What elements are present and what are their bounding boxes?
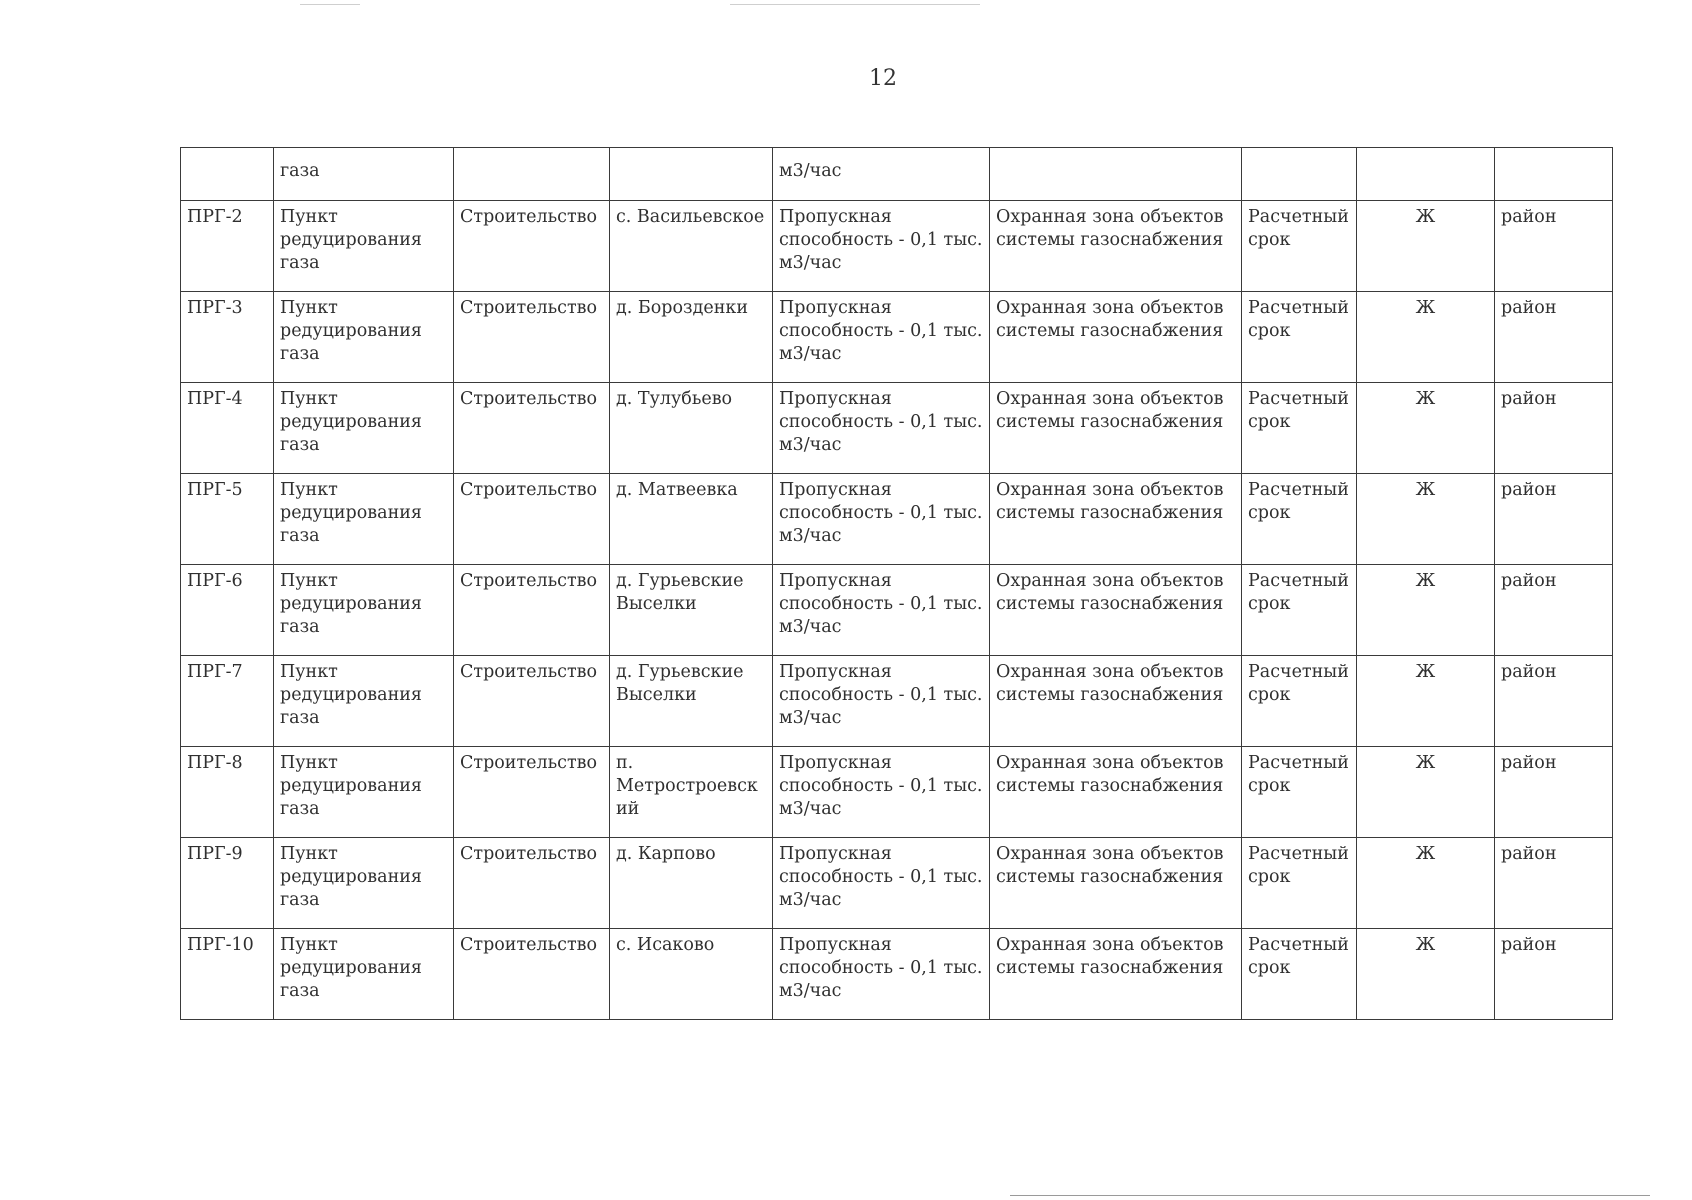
cell-zone: Охранная зона объектов системы газоснабжения (990, 383, 1242, 474)
cell-term (1242, 148, 1357, 201)
cell-zone: Охранная зона объектов системы газоснабжения (990, 565, 1242, 656)
cell-code: ПРГ-3 (181, 292, 274, 383)
cell-characteristics: Пропускная способность - 0,1 тыс. м3/час (773, 292, 990, 383)
cell-type: Строительство (454, 292, 610, 383)
cell-code (181, 148, 274, 201)
table-row-continuation (181, 148, 1613, 201)
cell-name: Пункт редуцирования газа (274, 838, 454, 929)
table-row (181, 747, 1613, 838)
cell-index (1357, 148, 1495, 201)
cell-location: д. Борозденки (610, 292, 773, 383)
table-row (181, 838, 1613, 929)
cell-location: с. Исаково (610, 929, 773, 1020)
cell-name: Пункт редуцирования газа (274, 929, 454, 1020)
cell-name: Пункт редуцирования газа (274, 474, 454, 565)
cell-code: ПРГ-9 (181, 838, 274, 929)
cell-level: район (1495, 383, 1613, 474)
scan-artifact-top (300, 4, 360, 5)
cell-name: Пункт редуцирования газа (274, 383, 454, 474)
data-table-container (180, 147, 1612, 1020)
cell-index: Ж (1357, 838, 1495, 929)
cell-type: Строительство (454, 747, 610, 838)
page-number: 12 (869, 66, 897, 91)
table-row (181, 656, 1613, 747)
cell-index: Ж (1357, 201, 1495, 292)
cell-characteristics: м3/час (773, 148, 990, 201)
cell-type (454, 148, 610, 201)
table-row (181, 292, 1613, 383)
cell-level: район (1495, 929, 1613, 1020)
cell-code: ПРГ-6 (181, 565, 274, 656)
cell-type: Строительство (454, 383, 610, 474)
cell-level (1495, 148, 1613, 201)
cell-characteristics: Пропускная способность - 0,1 тыс. м3/час (773, 656, 990, 747)
cell-code: ПРГ-5 (181, 474, 274, 565)
cell-level: район (1495, 474, 1613, 565)
cell-type: Строительство (454, 565, 610, 656)
cell-term: Расчетный срок (1242, 656, 1357, 747)
cell-location (610, 148, 773, 201)
table-row (181, 565, 1613, 656)
cell-type: Строительство (454, 474, 610, 565)
cell-level: район (1495, 565, 1613, 656)
cell-name: Пункт редуцирования газа (274, 656, 454, 747)
cell-characteristics: Пропускная способность - 0,1 тыс. м3/час (773, 383, 990, 474)
cell-term: Расчетный срок (1242, 201, 1357, 292)
cell-location: д. Карпово (610, 838, 773, 929)
cell-term: Расчетный срок (1242, 383, 1357, 474)
cell-term: Расчетный срок (1242, 474, 1357, 565)
cell-characteristics: Пропускная способность - 0,1 тыс. м3/час (773, 474, 990, 565)
cell-characteristics: Пропускная способность - 0,1 тыс. м3/час (773, 565, 990, 656)
cell-name: газа (274, 148, 454, 201)
cell-location: д. Гурьевские Выселки (610, 656, 773, 747)
cell-zone (990, 148, 1242, 201)
cell-code: ПРГ-8 (181, 747, 274, 838)
cell-zone: Охранная зона объектов системы газоснабжения (990, 838, 1242, 929)
table-row (181, 201, 1613, 292)
cell-level: район (1495, 747, 1613, 838)
cell-zone: Охранная зона объектов системы газоснабжения (990, 292, 1242, 383)
cell-name: Пункт редуцирования газа (274, 201, 454, 292)
cell-characteristics: Пропускная способность - 0,1 тыс. м3/час (773, 747, 990, 838)
cell-name: Пункт редуцирования газа (274, 747, 454, 838)
table-row (181, 929, 1613, 1020)
cell-characteristics: Пропускная способность - 0,1 тыс. м3/час (773, 201, 990, 292)
cell-term: Расчетный срок (1242, 929, 1357, 1020)
scan-artifact-top-2 (730, 4, 980, 5)
cell-code: ПРГ-10 (181, 929, 274, 1020)
cell-zone: Охранная зона объектов системы газоснабжения (990, 474, 1242, 565)
cell-type: Строительство (454, 656, 610, 747)
cell-index: Ж (1357, 565, 1495, 656)
cell-location: д. Матвеевка (610, 474, 773, 565)
cell-term: Расчетный срок (1242, 747, 1357, 838)
table-body (181, 148, 1613, 1020)
cell-location: с. Васильевское (610, 201, 773, 292)
cell-location: д. Гурьевские Выселки (610, 565, 773, 656)
cell-name: Пункт редуцирования газа (274, 565, 454, 656)
cell-characteristics: Пропускная способность - 0,1 тыс. м3/час (773, 929, 990, 1020)
cell-type: Строительство (454, 929, 610, 1020)
cell-term: Расчетный срок (1242, 565, 1357, 656)
data-table (180, 147, 1613, 1020)
cell-term: Расчетный срок (1242, 292, 1357, 383)
cell-index: Ж (1357, 383, 1495, 474)
cell-level: район (1495, 292, 1613, 383)
cell-code: ПРГ-4 (181, 383, 274, 474)
cell-name: Пункт редуцирования газа (274, 292, 454, 383)
cell-location: п. Метростроевский (610, 747, 773, 838)
cell-level: район (1495, 838, 1613, 929)
cell-code: ПРГ-7 (181, 656, 274, 747)
cell-level: район (1495, 201, 1613, 292)
cell-index: Ж (1357, 929, 1495, 1020)
cell-index: Ж (1357, 747, 1495, 838)
cell-zone: Охранная зона объектов системы газоснабжения (990, 929, 1242, 1020)
cell-type: Строительство (454, 201, 610, 292)
cell-zone: Охранная зона объектов системы газоснабжения (990, 747, 1242, 838)
cell-type: Строительство (454, 838, 610, 929)
cell-characteristics: Пропускная способность - 0,1 тыс. м3/час (773, 838, 990, 929)
cell-level: район (1495, 656, 1613, 747)
cell-zone: Охранная зона объектов системы газоснабжения (990, 201, 1242, 292)
cell-zone: Охранная зона объектов системы газоснабжения (990, 656, 1242, 747)
cell-index: Ж (1357, 474, 1495, 565)
table-row (181, 474, 1613, 565)
cell-code: ПРГ-2 (181, 201, 274, 292)
cell-index: Ж (1357, 292, 1495, 383)
cell-index: Ж (1357, 656, 1495, 747)
cell-location: д. Тулубьево (610, 383, 773, 474)
table-row (181, 383, 1613, 474)
bottom-rule-line (1010, 1195, 1650, 1196)
cell-term: Расчетный срок (1242, 838, 1357, 929)
